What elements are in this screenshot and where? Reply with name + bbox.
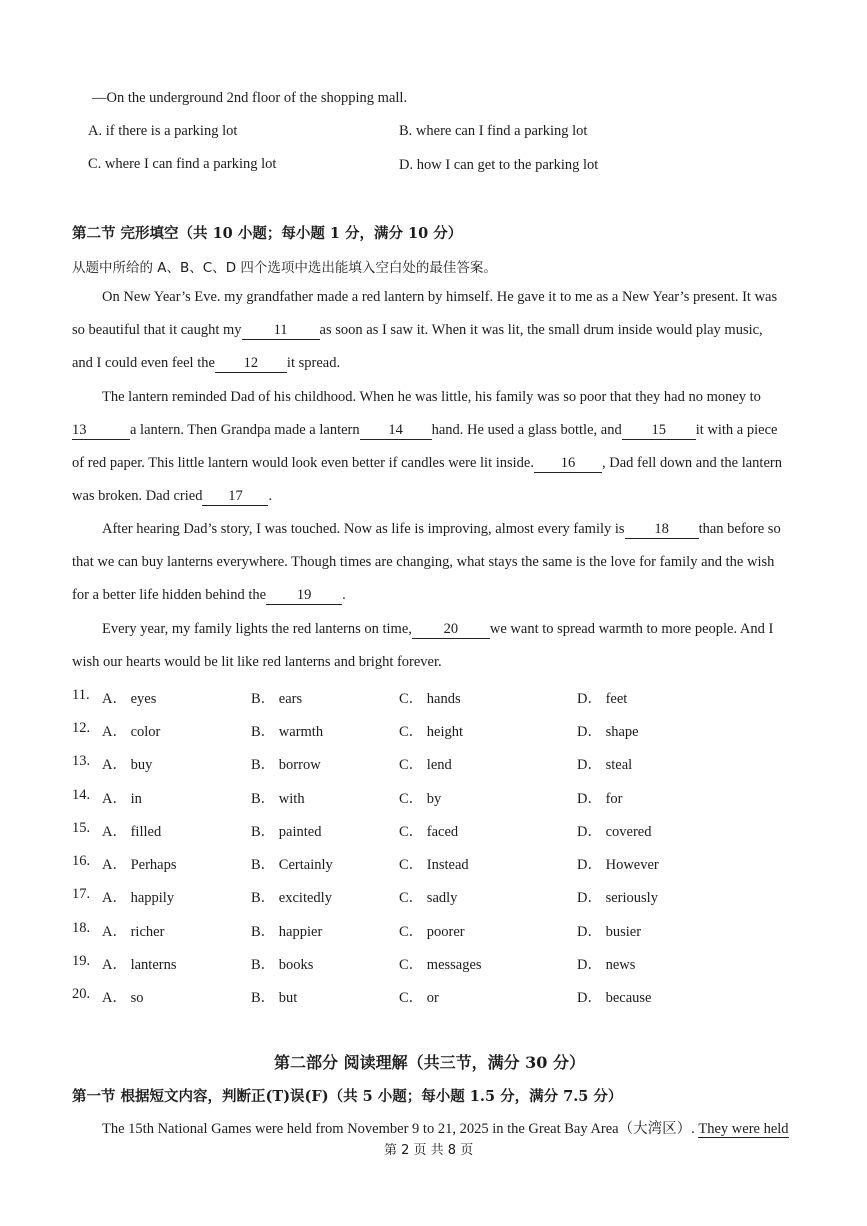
choice-b: B． books (251, 957, 314, 973)
blank-14: 14 (360, 422, 432, 440)
choice-b: B． with (251, 791, 305, 807)
choice-c: C． or (399, 990, 439, 1006)
blank-15: 15 (622, 422, 696, 440)
choice-c: C． height (399, 724, 464, 740)
choice-a: A． lanterns (102, 957, 177, 973)
p4-line1 (102, 621, 773, 639)
option-row (72, 920, 792, 940)
question-number: 15. (72, 820, 91, 836)
p2-line2-text-b: hand. He used a glass bottle, and (431, 422, 622, 438)
answer-line: —On the underground 2nd floor of the shopping mall. (92, 90, 408, 106)
section-instruction: 从题中所给的 A、B、C、D 四个选项中选出能填入空白处的最佳答案。 (72, 260, 497, 276)
option-row (72, 720, 792, 740)
choice-a: A． eyes (102, 691, 157, 707)
choice-a: A． so (102, 990, 144, 1006)
p2-line2-text-c: it with a piece (695, 422, 778, 438)
p1-line3-text: and I could even feel the (72, 355, 215, 371)
p3-line2: that we can buy lanterns everywhere. Though times are changing, what stays the same is the love for family and the wish (72, 554, 775, 570)
p3-line3-text: for a better life hidden behind the (72, 587, 267, 603)
p3-line1-text: After hearing Dad’s story, I was touched. Now as life is improving, almost every family is (102, 521, 625, 537)
option-row (72, 886, 792, 906)
question-number: 18. (72, 920, 91, 936)
question-number: 14. (72, 787, 91, 803)
question-number: 16. (72, 853, 91, 869)
p3-line3 (72, 587, 346, 605)
question-number: 19. (72, 953, 91, 969)
option-row (72, 820, 792, 840)
question-number: 17. (72, 886, 91, 902)
choice-a: A． in (102, 791, 142, 807)
underlined-phrase: They were held (698, 1121, 789, 1137)
choice-b: B． happier (251, 924, 323, 940)
choice-d: D． steal (577, 757, 633, 773)
choice-c: C． faced (399, 824, 459, 840)
part2-line1-text: The 15th National Games were held from November 9 to 21, 2025 in the Great Bay Area（大湾区）. (102, 1121, 695, 1137)
p1-line1: On New Year’s Eve. my grandfather made a red lantern by himself. He gave it to me as a New Year’s present. It was (102, 289, 778, 305)
option-row (72, 753, 792, 773)
choice-b: B． painted (251, 824, 322, 840)
p2-line4-text-b: . (268, 488, 273, 504)
blank-11: 11 (242, 322, 320, 340)
p2-line2-text: a lantern. Then Grandpa made a lantern (130, 422, 360, 438)
choice-d: D． shape (577, 724, 639, 740)
p3-line3-text-b: . (342, 587, 346, 603)
p4-line1-text-b: we want to spread warmth to more people. And I (489, 621, 774, 637)
option-row (72, 687, 792, 707)
blank-13: 13 (72, 422, 130, 440)
choice-a: A． happily (102, 890, 175, 906)
choice-d: D． However (577, 857, 659, 873)
blank-18: 18 (625, 521, 699, 539)
p2-line1: The lantern reminded Dad of his childhood. When he was little, his family was so poor that they had no money to (102, 389, 761, 405)
choice-b: B． Certainly (251, 857, 333, 873)
choice-d: D． for (577, 791, 623, 807)
p1-line2-text-b: as soon as I saw it. When it was lit, the small drum inside would play music, (319, 322, 763, 338)
question-number: 13. (72, 753, 91, 769)
part2-heading: 第二部分 阅读理解（共三节，满分 30 分） (274, 1053, 585, 1072)
blank-20: 20 (412, 621, 490, 639)
option-row (72, 986, 792, 1006)
choice-a: A． color (102, 724, 161, 740)
choice-d: D． seriously (577, 890, 658, 906)
part2-line1 (102, 1117, 789, 1138)
option-a: A. if there is a parking lot (88, 123, 238, 139)
choice-d: D． busier (577, 924, 642, 940)
choice-d: D． feet (577, 691, 628, 707)
blank-19: 19 (266, 587, 342, 605)
section-heading: 第二节 完形填空（共 10 小题；每小题 1 分，满分 10 分） (72, 225, 463, 242)
choice-c: C． hands (399, 691, 461, 707)
choice-c: C． Instead (399, 857, 469, 873)
choice-c: C． sadly (399, 890, 458, 906)
question-number: 20. (72, 986, 91, 1002)
blank-12: 12 (215, 355, 287, 373)
choice-b: B． warmth (251, 724, 324, 740)
p3-line1 (102, 521, 781, 539)
p1-line3-text-b: it spread. (286, 355, 341, 371)
choice-c: C． lend (399, 757, 452, 773)
option-b: B. where can I find a parking lot (399, 123, 588, 139)
part2-subheading: 第一节 根据短文内容，判断正(T)误(F)（共 5 小题；每小题 1.5 分，满分 7.5 分） (72, 1088, 623, 1105)
option-row (72, 787, 792, 807)
option-row (72, 853, 792, 873)
choice-b: B． ears (251, 691, 303, 707)
p4-line2: wish our hearts would be lit like red lanterns and bright forever. (72, 654, 442, 670)
choice-a: A． richer (102, 924, 165, 940)
page-footer: 第 2 页 共 8 页 (384, 1143, 474, 1158)
option-c: C. where I can find a parking lot (88, 156, 277, 172)
choice-c: C． by (399, 791, 442, 807)
option-d: D. how I can get to the parking lot (399, 157, 599, 173)
blank-17: 17 (202, 488, 268, 506)
choice-c: C． poorer (399, 924, 465, 940)
option-row (72, 953, 792, 973)
p2-line3 (72, 455, 782, 473)
blank-16: 16 (534, 455, 602, 473)
p2-line4-text: was broken. Dad cried (72, 488, 203, 504)
choice-d: D． because (577, 990, 652, 1006)
choice-a: A． filled (102, 824, 162, 840)
p1-line3 (72, 355, 340, 373)
p2-line4 (72, 488, 272, 506)
choice-d: D． covered (577, 824, 652, 840)
choice-d: D． news (577, 957, 636, 973)
question-number: 11. (72, 687, 90, 703)
choice-a: A． buy (102, 757, 153, 773)
p2-line3-text-b: , Dad fell down and the lantern (601, 455, 782, 471)
choice-b: B． but (251, 990, 298, 1006)
question-number: 12. (72, 720, 91, 736)
choice-a: A． Perhaps (102, 857, 177, 873)
choice-c: C． messages (399, 957, 482, 973)
p2-line2 (72, 422, 777, 440)
p2-line3-text: of red paper. This little lantern would look even better if candles were lit inside. (72, 455, 534, 471)
p1-line2-text: so beautiful that it caught my (72, 322, 242, 338)
p3-line1-text-b: than before so (698, 521, 781, 537)
choice-b: B． borrow (251, 757, 321, 773)
p1-line2 (72, 322, 763, 340)
p4-line1-text: Every year, my family lights the red lanterns on time, (102, 621, 412, 637)
choice-b: B． excitedly (251, 890, 332, 906)
